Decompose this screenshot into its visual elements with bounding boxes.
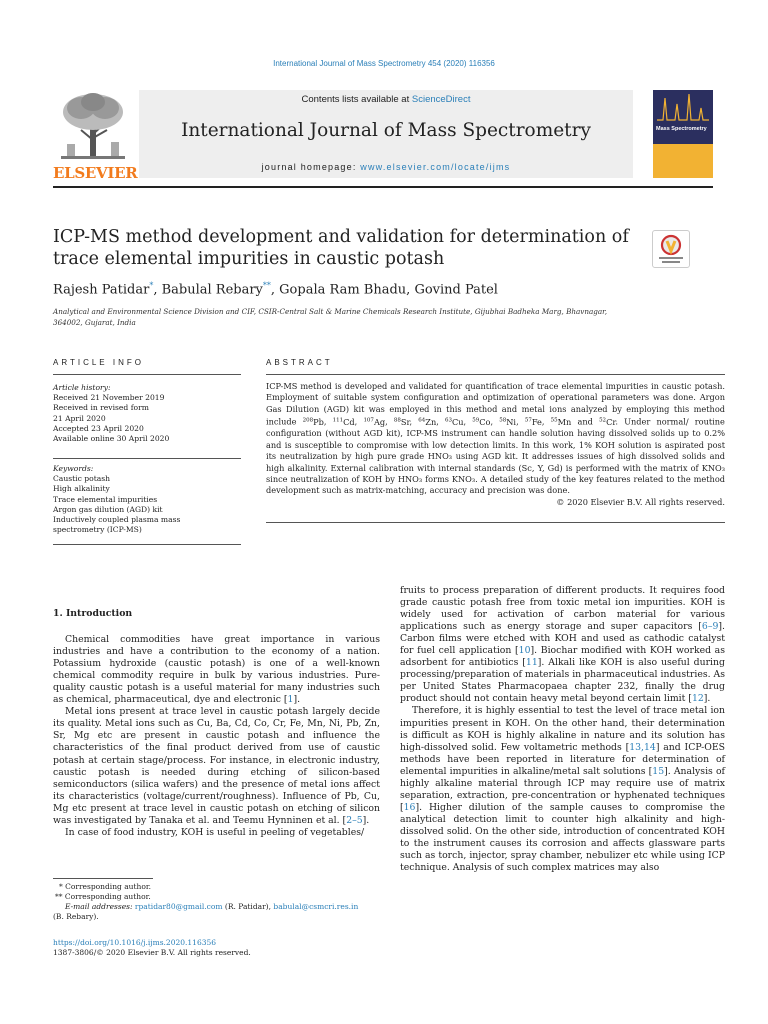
section-heading-introduction: 1. Introduction (53, 608, 133, 619)
citation-link[interactable]: 13,14 (629, 741, 656, 753)
isotope-element: Pb (313, 416, 324, 427)
paragraph: Metal ions present at trace level in caustic potash largely decide its quality. Metal ions such as Cu, Ba, Cd, Co, Cr, Fe, Mn, Ni, Pb, Zn, Sr, Mg etc are present in caustic potash and influence the characteristics of the final product derived from use of caustic potash at certain stage/process. For instance, in electronic industry, caustic potash is needed during etching of silicon-based semiconductors (silica wafers) and the presence of metal ions affect its characteristics (voltage/current/roughness). Influence of Pb, Cu, Mg etc present at trace level in caustic potash on etching of silicon was investigated by Tanaka et al. and Teemu Hynninen et al. [2–5]. (53, 706, 380, 826)
journal-cover-thumbnail[interactable] (653, 90, 713, 178)
history-item: Received 21 November 2019 (53, 393, 165, 403)
doi-link[interactable]: https://doi.org/10.1016/j.ijms.2020.116356 (53, 938, 217, 947)
author-name[interactable]: Babulal Rebary (161, 282, 263, 298)
abstract-heading: ABSTRACT (266, 358, 333, 367)
footnotes (53, 882, 380, 922)
isotope (445, 417, 464, 427)
isotope (363, 417, 385, 427)
keywords-label: Keywords: (53, 464, 94, 473)
paragraph: In case of food industry, KOH is useful in peeling of vegetables/ (65, 826, 365, 838)
email-link[interactable]: rpatidar80@gmail.com (134, 902, 223, 911)
abstract-text-part: . Under normal/ routine configuration (without AGD kit), ICP-MS instrument can handle solution having dissolved solids up to 0.2% and is susceptible to compromise with low detection limits. In this work, 1% KOH solution is aspirated post its neutralization by high pure grade HNO₃ using AGD kit. It addresses issues of high dissolved solids and high alkalinity. External calibration with internal standards (Sc, Y, Gd) is performed with the matrix of KNO₃ since neutralization of KOH by HNO₃ forms KNO₃. A detailed study of the key features related to the method development such as matrix-matching, accuracy and precision was done. (266, 416, 725, 496)
journal-header-band (139, 90, 633, 178)
citation-link[interactable]: 2–5 (346, 814, 363, 826)
article-info-heading: ARTICLE INFO (53, 358, 144, 367)
isotope (525, 417, 542, 427)
isotope-mass: 111 (332, 417, 344, 424)
isotope-mass: 58 (499, 417, 507, 424)
doi-block (53, 938, 251, 958)
homepage-prefix: journal homepage: (261, 162, 361, 172)
citation-link[interactable]: 10 (518, 645, 531, 657)
issn-line: 1387-3806/© 2020 Elsevier B.V. All rights reserved. (53, 948, 251, 957)
isotope-mass: 64 (418, 417, 426, 424)
isotope-element: Sr (400, 416, 410, 427)
article-history (53, 383, 241, 444)
isotope-mass: 63 (444, 417, 452, 424)
history-label: Article history: (53, 383, 111, 392)
isotope-element: Fe (531, 416, 542, 427)
keyword: Caustic potash (53, 474, 111, 484)
isotope-mass: 59 (472, 417, 480, 424)
history-item: 21 April 2020 (53, 413, 106, 423)
paragraph: Chemical commodities have great importance in various industries and have a contribution to the economy of a nation. Potassium hydroxide (caustic potash) is one of a well-known chemical commodity require in bulk by various industries. Pure-quality caustic potash is a useful material for many industries such as chemical, pharmaceutical, dye and electronic [1]. (53, 634, 380, 706)
citation-link[interactable]: 6–9 (701, 621, 719, 633)
check-for-updates-icon (653, 231, 689, 267)
isotope-mass: 57 (524, 417, 532, 424)
article-title: ICP-MS method development and validation for determination of trace elemental impurities in caustic potash (53, 227, 629, 269)
isotope-element: Ni (506, 416, 517, 427)
isotope-mass: 107 (363, 417, 374, 424)
email-footnote (53, 902, 380, 912)
tree-icon (53, 90, 133, 164)
citation-link[interactable]: 16 (403, 801, 416, 813)
footnote: * Corresponding author. (59, 882, 152, 891)
isotope (599, 417, 615, 427)
isotope (394, 417, 410, 427)
paragraph: fruits to process preparation of different products. It requires food grade caustic potash free from toxic metal ion impurities. KOH is widely used for activation of carbon material for various applications such as energy storage and super capacitors [6–9]. Carbon films were etched with KOH and used as cathodic catalyst for fuel cell application [10]. Biochar modified with KOH worked as adsorbent for antibiotics [11]. Alkali like KOH is also useful during processing/preparation of materials in pharmaceutical industries. As per United States Pharmacopaea chapter 232, finally the drug product should not contain heavy metal beyond certain limit [12]. (400, 585, 725, 705)
affiliation: Analytical and Environmental Science Division and CIF, CSIR-Central Salt & Marine Chemicals Research Institute, Gijubhai Badheka Marg, Bhavnagar, 364002, Gujarat, India (53, 307, 608, 327)
isotope-mass: 55 (550, 417, 558, 424)
divider (266, 522, 725, 523)
contents-prefix: Contents lists available at (301, 94, 412, 105)
keyword: spectrometry (ICP-MS) (53, 525, 142, 535)
citation-link[interactable]: 1 (287, 694, 294, 706)
isotope (418, 417, 436, 427)
history-item: Received in revised form (53, 403, 149, 413)
history-item: Accepted 23 April 2020 (53, 423, 144, 433)
keyword: Inductively coupled plasma mass (53, 515, 181, 525)
cover-graphic-icon (653, 90, 713, 126)
left-column (53, 608, 380, 839)
author-mark[interactable]: * (149, 281, 154, 290)
keywords (53, 464, 213, 535)
isotope (472, 417, 490, 427)
divider (53, 374, 241, 375)
journal-title[interactable]: International Journal of Mass Spectrometry (181, 120, 591, 141)
citation-link[interactable]: 15 (652, 765, 665, 777)
email-owner: (B. Rebary). (53, 912, 99, 921)
right-column (400, 585, 725, 874)
cover-title: Mass Spectrometry (656, 126, 707, 132)
isotope-element: Cd (343, 416, 355, 427)
sciencedirect-link[interactable]: ScienceDirect (411, 94, 471, 105)
isotope (551, 417, 572, 427)
isotope-mass: 208 (302, 417, 314, 424)
history-item: Available online 30 April 2020 (53, 434, 170, 444)
author-name[interactable]: Gopala Ram Bhadu (279, 282, 407, 298)
footnote-rule (53, 878, 153, 879)
author-list: Rajesh Patidar*, Babulal Rebary**, Gopala Ram Bhadu, Govind Patel (53, 281, 498, 298)
elsevier-tree-logo[interactable] (53, 90, 138, 182)
citation-link[interactable]: 11 (525, 657, 538, 669)
isotope-element: Mn (557, 416, 572, 427)
journal-reference[interactable]: International Journal of Mass Spectrometry 454 (2020) 116356 (273, 59, 495, 68)
author-mark[interactable]: ** (262, 281, 271, 290)
isotope (303, 417, 324, 427)
isotope-element: Cu (451, 416, 464, 427)
check-for-updates-badge[interactable] (652, 230, 690, 268)
header-rule (53, 186, 713, 188)
divider (266, 374, 725, 375)
abstract-text-part: ICP-MS method is developed and validated for quantification of trace elemental impurities in caustic potash. Employment of suitable system configuration and optimization of operational parameters was done. Argon Gas Dilution (AGD) kit was employed in this method and metal ions analyzed by employing this method include (266, 381, 725, 427)
isotope-element: Cr (606, 416, 616, 427)
masthead (53, 90, 713, 182)
email-label: E-mail addresses: (65, 902, 133, 911)
elsevier-wordmark: ELSEVIER (53, 164, 138, 182)
author-name[interactable]: Rajesh Patidar (53, 282, 150, 298)
divider (53, 544, 241, 545)
isotope-element: Ag (373, 416, 386, 427)
contents-line (139, 94, 633, 105)
homepage-link[interactable]: www.elsevier.com/locate/ijms (360, 162, 511, 172)
paragraph: Therefore, it is highly essential to test the level of trace metal ion impurities present in KOH. On the other hand, their determination is difficult as KOH is highly alkaline in nature and its solution has high-dissolved solid. Few voltametric methods [13,14] and ICP-OES methods have been reported in literature for determination of elemental impurities in alkaline/metal salt solutions [15]. Analysis of highly alkaline material through ICP may require use of matrix separation, extraction, pre-concentration or hyphenated techniques [16]. Higher dilution of the sample causes to compromise the analytical detection limit to counter high alkalinity and high-dissolved solid. On the other side, introduction of concentrated KOH to the instrument causes its corrosion and affects glassware parts such as torch, injector, spray chamber, nebulizer etc while using ICP technique. Analysis of such complex matrices may also (400, 705, 725, 874)
email-link[interactable]: babulal@csmcri.res.in (273, 902, 359, 911)
footnote: ** Corresponding author. (55, 892, 151, 901)
cover-band (653, 144, 713, 178)
isotope-element: Co (479, 416, 491, 427)
isotope-list: $^{208}$Pb, $^{111}$Cd, $^{107}$Ag, $^{88}$Sr, $^{64}$Zn, $^{63}$Cu, $^{59}$Co, $^{58}$Ni, $^{57}$Fe, $^{55}$Mn and $^{52}$Cr (302, 416, 616, 427)
keyword: Argon gas dilution (AGD) kit (53, 504, 163, 514)
isotope (333, 417, 355, 427)
divider (53, 458, 241, 459)
isotope-element: Zn (425, 416, 437, 427)
isotope-mass: 88 (393, 417, 401, 424)
author-name[interactable]: Govind Patel (414, 282, 498, 298)
keyword: High alkalinity (53, 484, 110, 494)
email-owner: (R. Patidar), (224, 902, 271, 911)
homepage-line (139, 162, 633, 172)
isotope-mass: 52 (599, 417, 607, 424)
citation-link[interactable]: 12 (691, 693, 704, 705)
isotope (499, 417, 516, 427)
abstract-body (266, 381, 725, 508)
keyword: Trace elemental impurities (53, 494, 158, 504)
copyright: © 2020 Elsevier B.V. All rights reserved. (556, 496, 725, 507)
